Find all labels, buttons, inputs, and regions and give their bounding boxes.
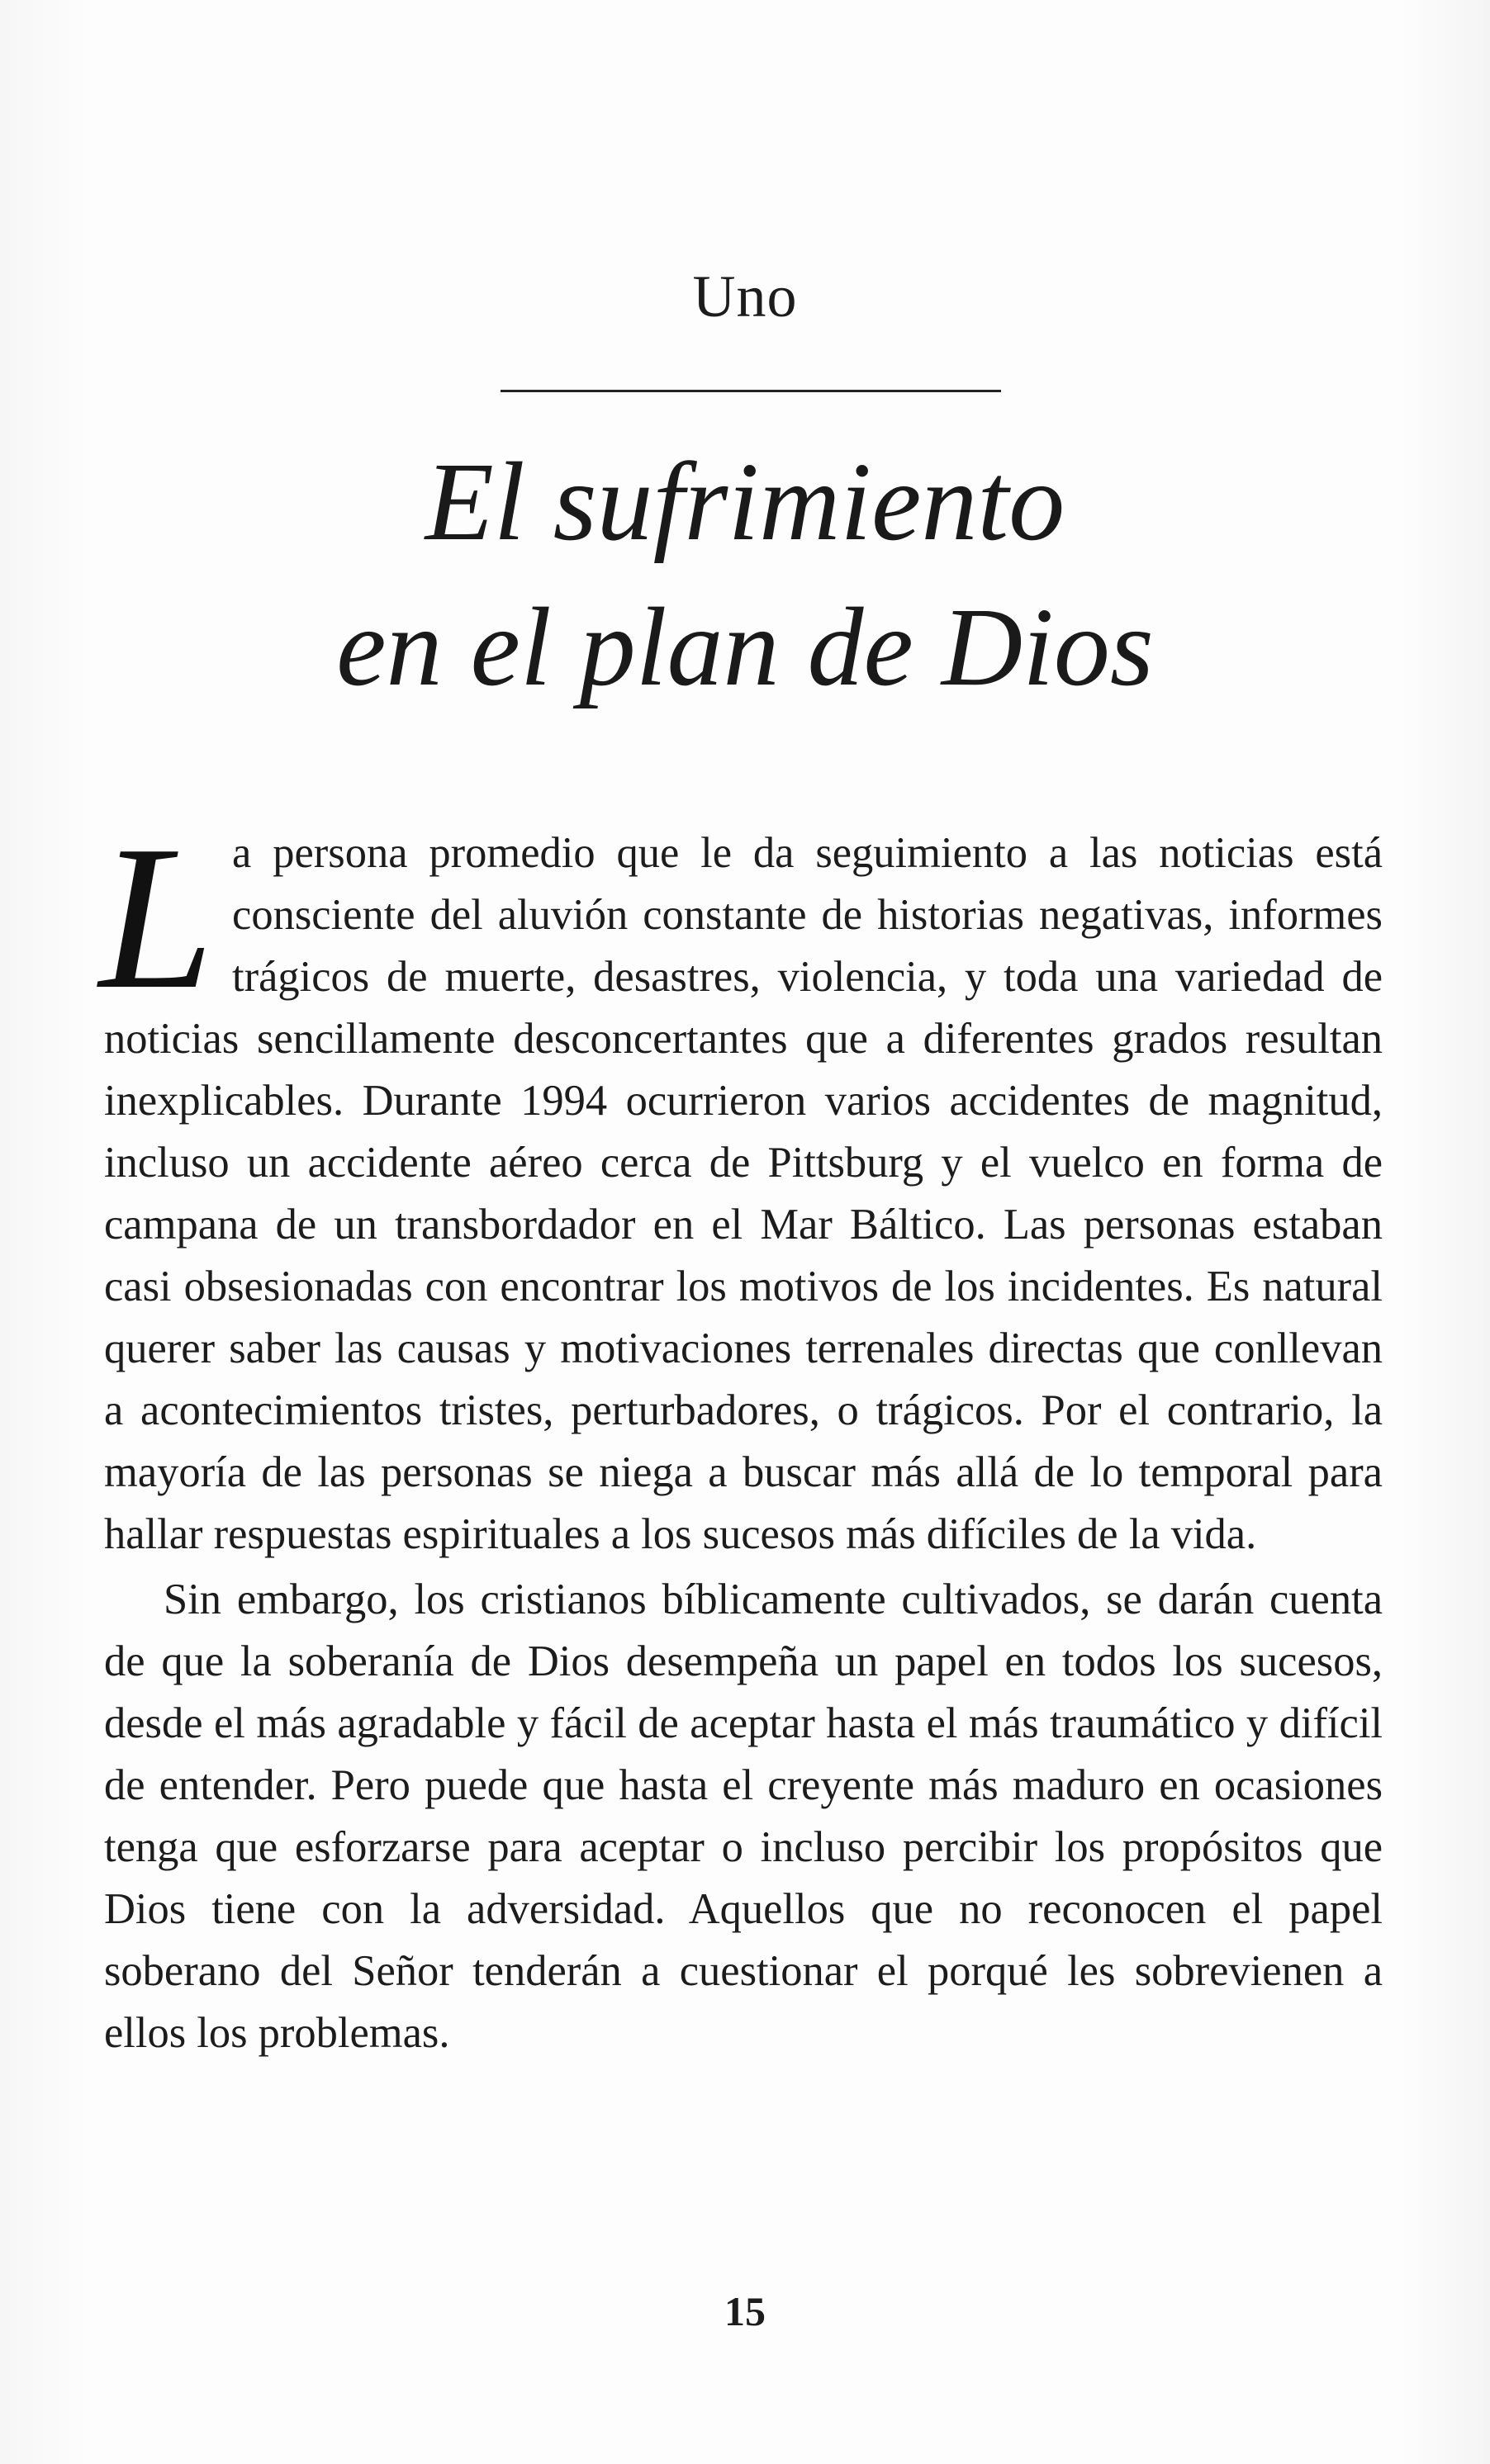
page-number: 15 bbox=[724, 2288, 766, 2334]
paragraph-2: Sin embargo, los cristianos bíblicamente cultivados, se darán cuenta de que la soberanía de Dios desempeña un papel en todos los sucesos, desde el más agradable y fácil de aceptar hasta el más traumático y difícil de entender. Pero puede que hasta el creyente más maduro en ocasiones tenga que esforzarse para aceptar o incluso percibir los propósitos que Dios tiene con la adversidad. Aquellos que no reconocen el papel soberano del Señor tenderán a cuestionar el porqué les sobrevienen a ellos los problemas. bbox=[104, 1576, 1383, 2057]
chapter-body bbox=[99, 803, 1383, 2064]
chapter-title-line-2: en el plan de Dios bbox=[336, 585, 1154, 709]
paragraph-1 bbox=[99, 803, 1383, 1566]
chapter-number: Uno bbox=[692, 263, 798, 329]
chapter-divider bbox=[501, 390, 1001, 392]
chapter-title bbox=[0, 429, 1490, 720]
drop-cap: L bbox=[99, 803, 215, 1032]
paragraph-1-text: a persona promedio que le da seguimiento a las noticias está consciente del aluvión constante de historias negativas, informes trágicos de muerte, desastres, violencia, y toda una variedad de noticias sencillamente desconcertantes que a diferentes grados resultan inexplicables. Durante 1994 ocurrieron varios accidentes de magnitud, incluso un accidente aéreo cerca de Pittsburg y el vuelco en forma de campana de un transbordador en el Mar Báltico. Las personas estaban casi obsesionadas con encontrar los motivos de los incidentes. Es natural querer saber las causas y motivaciones terrenales directas que conllevan a acontecimientos tristes, perturbadores, o trágicos. Por el contrario, la mayoría de las personas se niega a buscar más allá de lo temporal para hallar respuestas espirituales a los sucesos más difíciles de la vida. bbox=[104, 829, 1383, 1558]
chapter-title-line-1: El sufrimiento bbox=[425, 440, 1065, 564]
